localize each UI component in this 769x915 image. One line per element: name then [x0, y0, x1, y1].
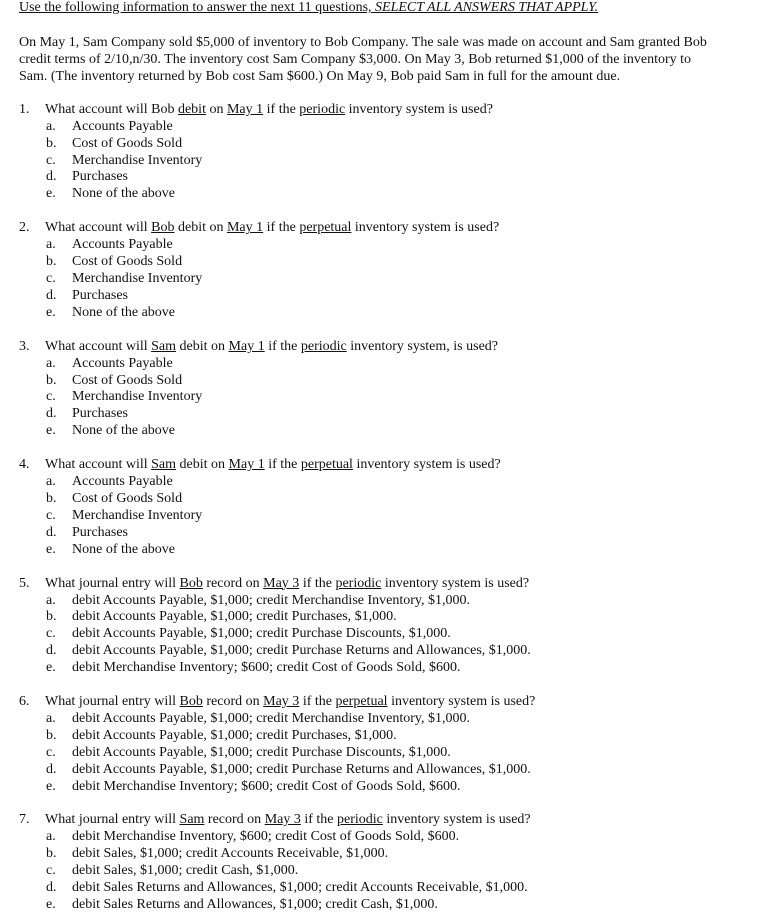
option-letter: c. — [46, 389, 56, 405]
question-number: 4. — [19, 457, 30, 473]
option-letter: d. — [46, 761, 57, 777]
question-text-part: if the — [263, 220, 300, 236]
option-letter: d. — [46, 406, 57, 422]
question-text-part: record on — [202, 575, 264, 591]
question-text — [45, 102, 493, 119]
option-text: debit Sales Returns and Allowances, $1,000; credit Cash, $1,000. — [72, 897, 438, 912]
answer-option — [19, 660, 761, 677]
question-text — [45, 694, 535, 711]
option-letter: c. — [46, 626, 56, 642]
answer-option — [19, 406, 761, 423]
question-block — [19, 812, 761, 913]
question-number: 6. — [19, 693, 30, 709]
question-underlined-term: May 1 — [226, 220, 264, 236]
answer-option — [19, 237, 761, 254]
option-letter: c. — [46, 744, 56, 760]
question-text-part: on — [205, 101, 227, 117]
question-text-part: if the — [300, 812, 338, 828]
answer-option — [19, 897, 761, 914]
option-text: debit Sales, $1,000; credit Accounts Receivable, $1,000. — [72, 846, 389, 862]
answer-option — [19, 728, 761, 745]
option-text: Purchases — [72, 524, 128, 540]
answer-option — [19, 119, 761, 136]
instructions-emphasis: SELECT ALL ANSWERS THAT APPLY. — [375, 0, 599, 15]
question-text-part: debit on — [174, 220, 227, 236]
option-letter: d. — [46, 643, 57, 659]
answer-option — [19, 711, 761, 728]
option-text: Cost of Goods Sold — [72, 372, 183, 388]
question-title — [19, 220, 761, 237]
option-letter: e. — [46, 304, 56, 320]
question-text — [45, 339, 498, 356]
question-text-part: What account will — [45, 457, 152, 473]
question-underlined-term: periodic — [300, 338, 347, 354]
option-letter: a. — [46, 829, 56, 845]
answer-option — [19, 373, 761, 390]
answer-option — [19, 288, 761, 305]
scenario-line: Sam. (The inventory returned by Bob cost Sam $600.) On May 9, Bob paid Sam in full for the amount due. — [19, 68, 621, 84]
option-text: Cost of Goods Sold — [72, 490, 183, 506]
option-text: None of the above — [72, 186, 176, 202]
option-letter: c. — [46, 507, 56, 523]
option-letter: e. — [46, 423, 56, 439]
option-text: Cost of Goods Sold — [72, 254, 183, 270]
question-text-part: inventory system is used? — [345, 101, 493, 117]
question-text-part: inventory system is used? — [382, 812, 531, 828]
answer-option — [19, 474, 761, 491]
answer-option — [19, 525, 761, 542]
question-title — [19, 339, 761, 356]
question-text-part: inventory system is used? — [351, 220, 500, 236]
option-text: debit Sales, $1,000; credit Cash, $1,000. — [72, 863, 299, 879]
instructions-text: Use the following information to answer the next 11 questions, — [19, 0, 376, 15]
option-text: None of the above — [72, 541, 176, 557]
question-block — [19, 102, 761, 203]
question-underlined-term: May 3 — [263, 575, 300, 591]
option-text: Accounts Payable — [72, 474, 173, 490]
question-underlined-term: periodic — [335, 575, 382, 591]
question-text — [45, 220, 499, 237]
question-text-part: record on — [202, 693, 264, 709]
question-underlined-term: May 3 — [264, 812, 301, 828]
option-text: Accounts Payable — [72, 237, 173, 253]
question-text-part: What account will — [45, 338, 152, 354]
answer-option — [19, 643, 761, 660]
option-text: Purchases — [72, 406, 128, 422]
question-text-part: inventory system is used? — [381, 575, 530, 591]
option-text: Merchandise Inventory — [72, 507, 203, 523]
question-number: 2. — [19, 220, 30, 236]
answer-option — [19, 829, 761, 846]
question-text-part: record on — [204, 812, 265, 828]
question-title — [19, 694, 761, 711]
question-text-part: What journal entry will — [45, 693, 180, 709]
instructions-header — [19, 0, 761, 17]
option-letter: b. — [46, 372, 57, 388]
option-text: debit Accounts Payable, $1,000; credit Purchases, $1,000. — [72, 609, 397, 625]
option-letter: e. — [46, 541, 56, 557]
option-text: debit Accounts Payable, $1,000; credit Purchase Discounts, $1,000. — [72, 626, 451, 642]
option-letter: c. — [46, 863, 56, 879]
answer-option — [19, 153, 761, 170]
answer-option — [19, 593, 761, 610]
question-underlined-term: debit — [177, 101, 206, 117]
answer-option — [19, 609, 761, 626]
option-letter: b. — [46, 727, 57, 743]
answer-option — [19, 626, 761, 643]
option-letter: d. — [46, 524, 57, 540]
option-text: Merchandise Inventory — [72, 270, 203, 286]
option-letter: b. — [46, 609, 57, 625]
question-text-part: What journal entry will — [45, 812, 180, 828]
option-text: Purchases — [72, 287, 128, 303]
question-text-part: debit on — [176, 338, 229, 354]
option-letter: e. — [46, 186, 56, 202]
answer-option — [19, 186, 761, 203]
question-underlined-term: perpetual — [299, 220, 352, 236]
question-underlined-term: perpetual — [335, 693, 388, 709]
question-block — [19, 694, 761, 795]
option-letter: d. — [46, 287, 57, 303]
option-text: Accounts Payable — [72, 355, 173, 371]
question-text-part: What account will Bob — [45, 101, 178, 117]
question-list — [19, 102, 761, 914]
option-text: debit Accounts Payable, $1,000; credit Purchase Returns and Allowances, $1,000. — [72, 643, 531, 659]
answer-option — [19, 356, 761, 373]
option-text: debit Accounts Payable, $1,000; credit Merchandise Inventory, $1,000. — [72, 592, 470, 608]
answer-option — [19, 136, 761, 153]
question-text — [45, 812, 531, 829]
question-text-part: What journal entry will — [45, 575, 180, 591]
question-number: 3. — [19, 338, 30, 354]
question-underlined-term: May 1 — [226, 101, 264, 117]
question-text-part: if the — [299, 693, 336, 709]
option-text: None of the above — [72, 423, 176, 439]
option-text: debit Sales Returns and Allowances, $1,000; credit Accounts Receivable, $1,000. — [72, 880, 528, 896]
question-underlined-term: periodic — [337, 812, 383, 828]
scenario-line: credit terms of 2/10,n/30. The inventory cost Sam Company $3,000. On May 3, Bob returned $1,000 of the inventory to — [19, 51, 692, 67]
scenario-line: On May 1, Sam Company sold $5,000 of inventory to Bob Company. The sale was made on account and Sam granted Bob — [19, 35, 707, 50]
option-letter: a. — [46, 355, 56, 371]
question-underlined-term: May 3 — [263, 693, 300, 709]
answer-option — [19, 542, 761, 559]
answer-option — [19, 491, 761, 508]
question-underlined-term: May 1 — [228, 457, 265, 473]
question-text-part: if the — [299, 575, 336, 591]
option-letter: b. — [46, 135, 57, 151]
question-text-part: inventory system, is used? — [346, 338, 498, 354]
question-text-part: debit on — [176, 457, 229, 473]
option-text: Merchandise Inventory — [72, 152, 203, 168]
option-text: debit Accounts Payable, $1,000; credit Purchases, $1,000. — [72, 727, 397, 743]
option-text: debit Merchandise Inventory; $600; credit Cost of Goods Sold, $600. — [72, 660, 461, 676]
answer-option — [19, 423, 761, 440]
option-text: debit Merchandise Inventory; $600; credit Cost of Goods Sold, $600. — [72, 778, 461, 794]
question-underlined-term: Bob — [179, 575, 203, 591]
answer-option — [19, 169, 761, 186]
scenario-paragraph — [19, 35, 761, 86]
question-underlined-term: periodic — [299, 101, 346, 117]
question-title — [19, 812, 761, 829]
answer-option — [19, 745, 761, 762]
answer-option — [19, 762, 761, 779]
option-letter: a. — [46, 118, 56, 134]
option-letter: a. — [46, 592, 56, 608]
option-letter: a. — [46, 710, 56, 726]
answer-option — [19, 880, 761, 897]
option-letter: b. — [46, 846, 57, 862]
question-text-part: inventory system is used? — [352, 457, 501, 473]
answer-option — [19, 846, 761, 863]
option-text: debit Accounts Payable, $1,000; credit Purchase Discounts, $1,000. — [72, 744, 451, 760]
option-letter: e. — [46, 897, 56, 912]
question-text-part: if the — [264, 338, 301, 354]
option-letter: a. — [46, 474, 56, 490]
option-letter: a. — [46, 237, 56, 253]
question-underlined-term: Bob — [179, 693, 203, 709]
question-block — [19, 576, 761, 677]
option-letter: e. — [46, 660, 56, 676]
option-text: Cost of Goods Sold — [72, 135, 183, 151]
answer-option — [19, 779, 761, 796]
option-letter: d. — [46, 169, 57, 185]
question-block — [19, 457, 761, 558]
option-text: debit Merchandise Inventory, $600; credit Cost of Goods Sold, $600. — [72, 829, 460, 845]
question-text-part: What account will — [45, 220, 152, 236]
question-underlined-term: Sam — [179, 812, 205, 828]
question-title — [19, 102, 761, 119]
question-text-part: inventory system is used? — [387, 693, 536, 709]
option-letter: b. — [46, 254, 57, 270]
question-number: 1. — [19, 101, 30, 117]
option-text: None of the above — [72, 304, 176, 320]
option-text: Accounts Payable — [72, 118, 173, 134]
question-text-part: if the — [264, 457, 301, 473]
answer-option — [19, 305, 761, 322]
question-title — [19, 457, 761, 474]
question-underlined-term: Sam — [151, 457, 177, 473]
question-underlined-term: perpetual — [300, 457, 353, 473]
answer-option — [19, 271, 761, 288]
question-block — [19, 339, 761, 440]
question-underlined-term: May 1 — [228, 338, 265, 354]
answer-option — [19, 254, 761, 271]
question-text-part: if the — [263, 101, 300, 117]
option-letter: d. — [46, 880, 57, 896]
question-underlined-term: Bob — [151, 220, 175, 236]
question-block — [19, 220, 761, 321]
answer-option — [19, 389, 761, 406]
option-letter: b. — [46, 490, 57, 506]
option-text: debit Accounts Payable, $1,000; credit Merchandise Inventory, $1,000. — [72, 710, 470, 726]
answer-option — [19, 508, 761, 525]
option-letter: e. — [46, 778, 56, 794]
answer-option — [19, 863, 761, 880]
question-number: 5. — [19, 575, 30, 591]
option-letter: c. — [46, 270, 56, 286]
question-text — [45, 576, 529, 593]
question-underlined-term: Sam — [151, 338, 177, 354]
option-letter: c. — [46, 152, 56, 168]
option-text: debit Accounts Payable, $1,000; credit Purchase Returns and Allowances, $1,000. — [72, 761, 531, 777]
option-text: Purchases — [72, 169, 128, 185]
option-text: Merchandise Inventory — [72, 389, 203, 405]
question-title — [19, 576, 761, 593]
question-number: 7. — [19, 812, 30, 828]
question-text — [45, 457, 501, 474]
